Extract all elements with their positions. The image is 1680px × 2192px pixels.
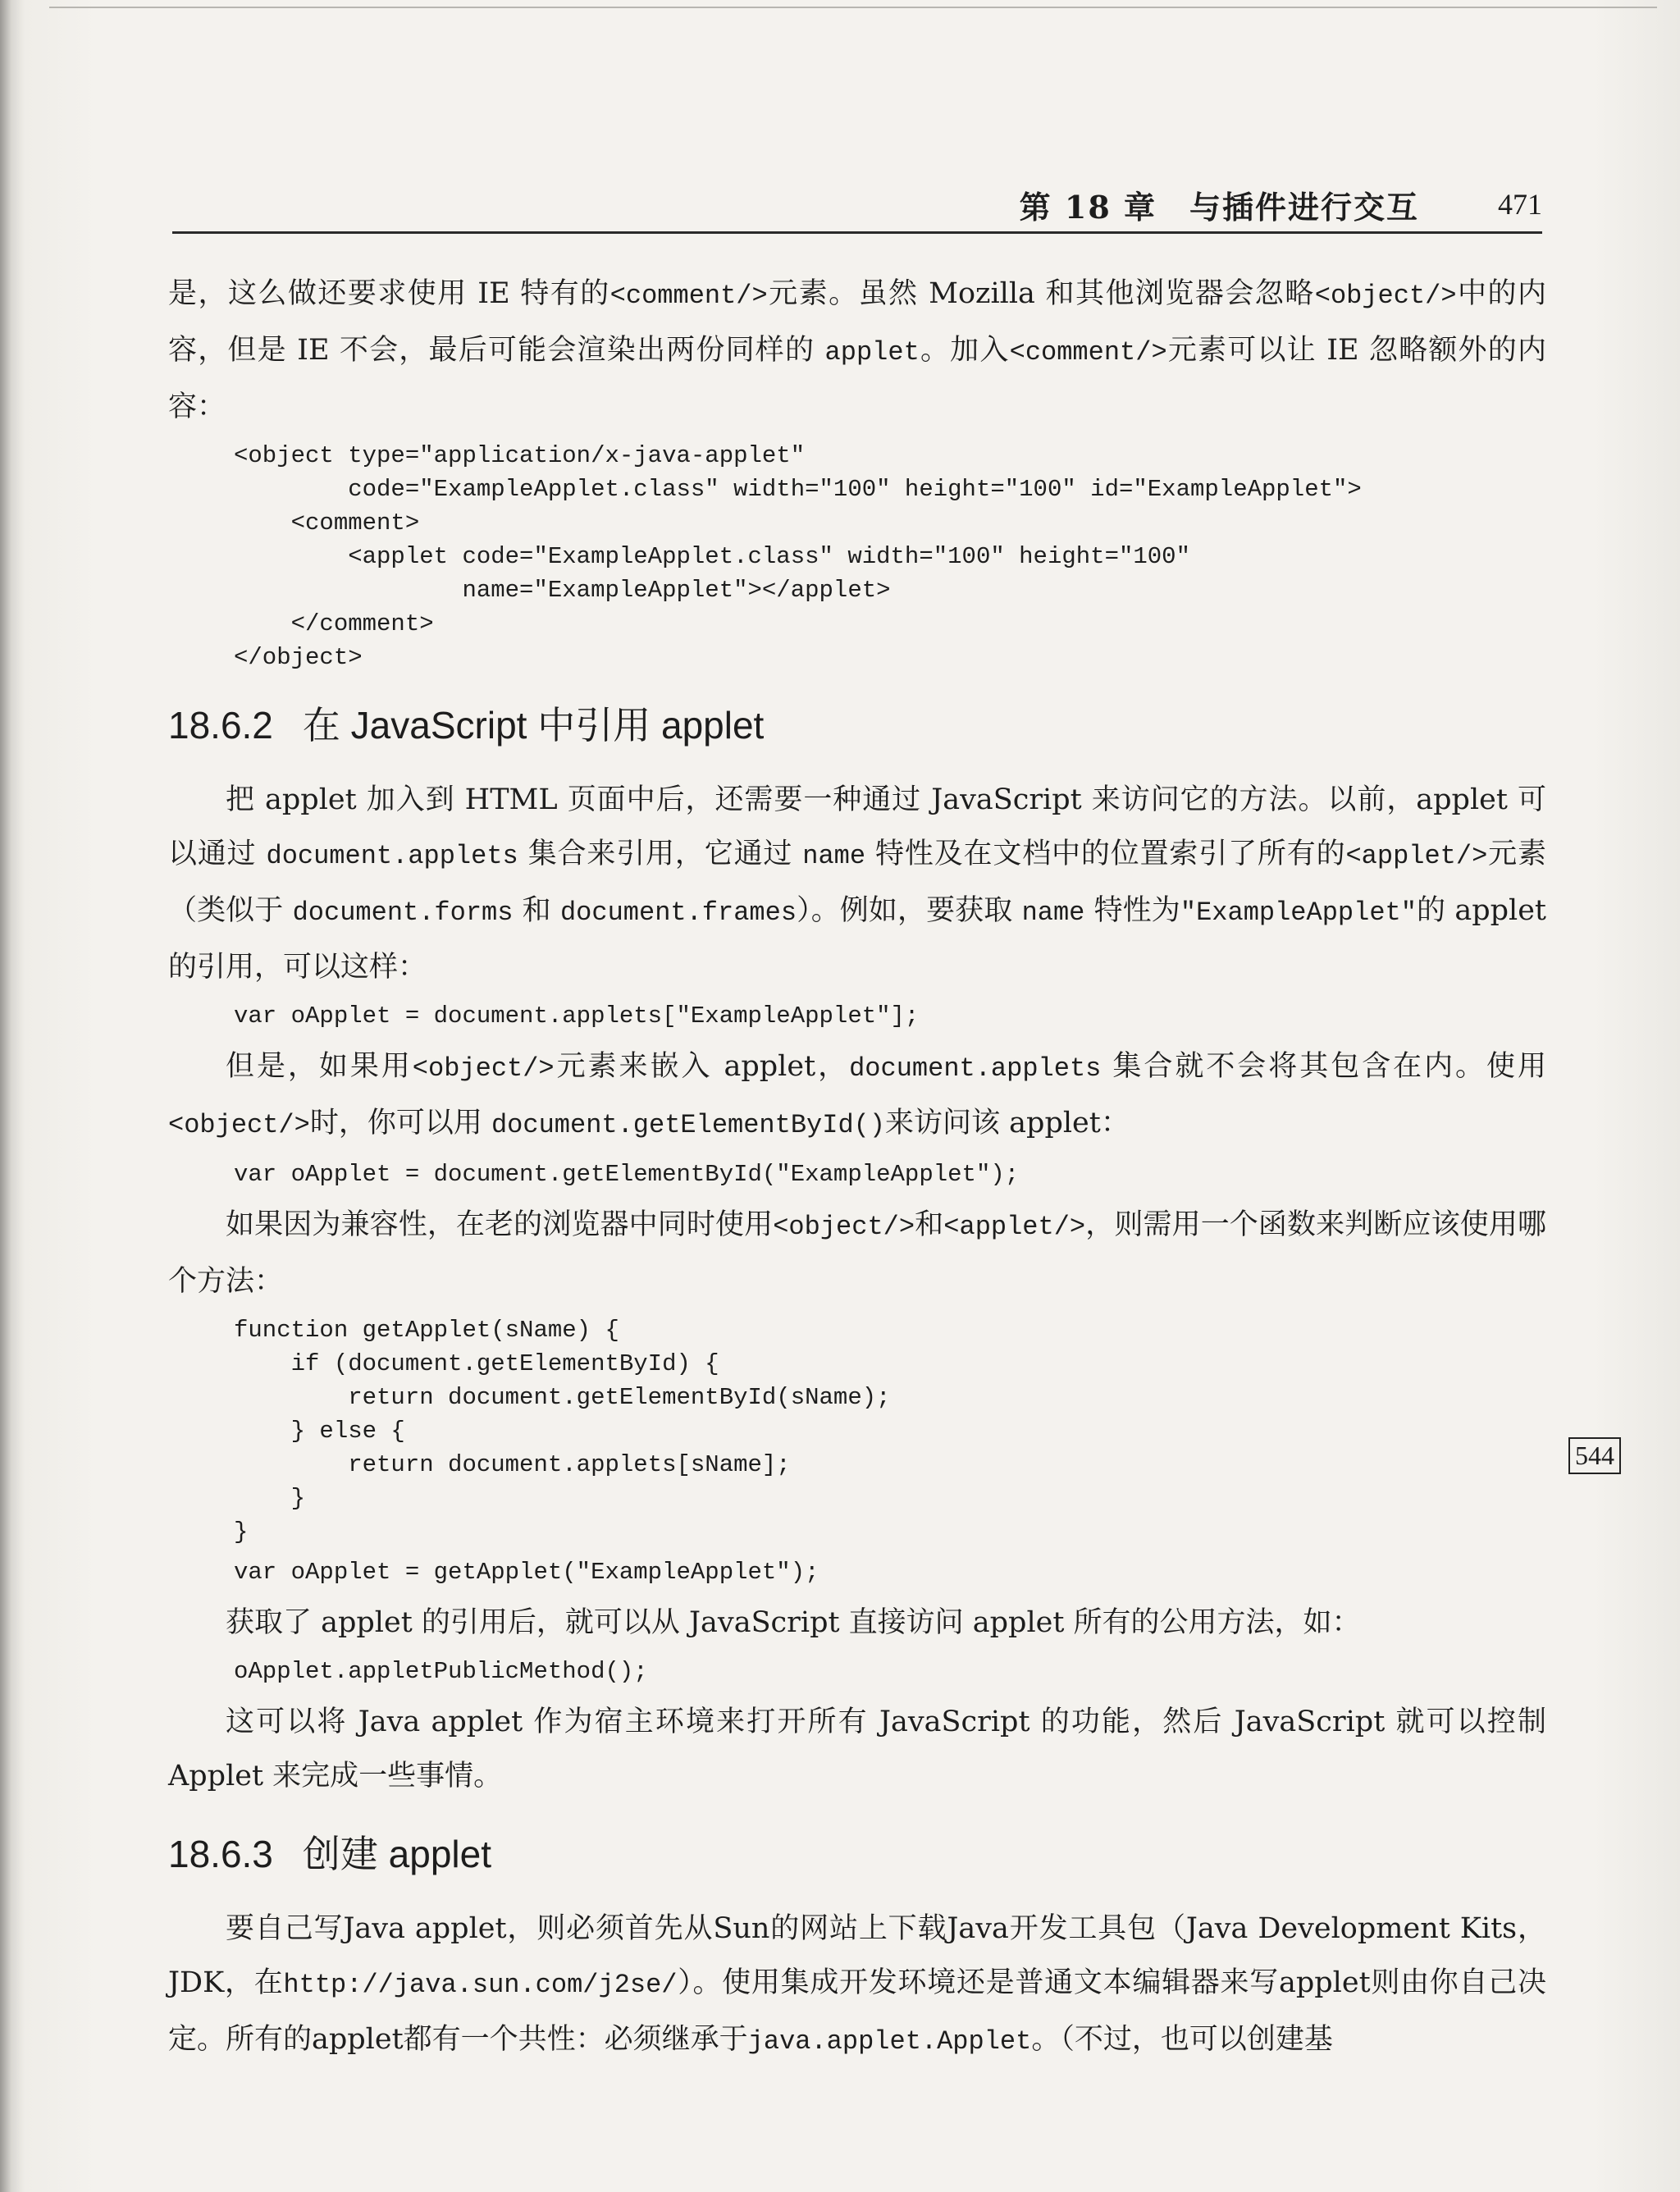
code-public-method-call: oApplet.appletPublicMethod(); [234, 1658, 648, 1685]
section-number: 18.6.2 [168, 704, 273, 747]
code-object-comment: <object type="application/x-java-applet" code="ExampleApplet.class" width="100" height="100" id="ExampleApplet"> <comment> <applet code="ExampleApplet.class" width="100" height="100" name="ExampleApplet"></applet> </comment> </object> [234, 442, 1362, 671]
running-header [172, 180, 1542, 234]
section-number: 18.6.3 [168, 1833, 273, 1875]
code-document-applets: var oApplet = document.applets["ExampleApplet"]; [234, 1002, 920, 1030]
section-heading-18-6-3 [168, 1824, 1546, 1879]
code-get-applet-call: var oApplet = getApplet("ExampleApplet"); [234, 1559, 819, 1586]
paragraph-object-element: 但是，如果用<object/>元素来嵌入 applet，document.applets 集合就不会将其包含在内。使用<object/>时，你可以用 document.getElementById()来访问该 applet： [168, 1050, 1546, 1140]
paragraph-host-environment: 这可以将 Java applet 作为宿主环境来打开所有 JavaScript 的功能，然后 JavaScript 就可以控制 Applet 来完成一些事情。 [168, 1706, 1546, 1792]
top-edge-line [49, 7, 1657, 8]
section-title: 在 JavaScript 中引用 applet [302, 704, 765, 747]
paragraph-comment-element: 是，这么做还要求使用 IE 特有的<comment/>元素。虽然 Mozilla 和其他浏览器会忽略<object/>中的内容，但是 IE 不会，最后可能会渲染出两份同样的 applet。加入<comment/>元素可以让 IE 忽略额外的内容： [168, 277, 1546, 423]
paragraph-public-methods: 获取了 applet 的引用后，就可以从 JavaScript 直接访问 applet 所有的公用方法，如： [226, 1606, 1361, 1639]
paragraph-creating-applet: 要自己写Java applet，则必须首先从Sun的网站上下载Java开发工具包（Java Development Kits，JDK，在http://java.sun.com/j2se/）。使用集成开发环境还是普通文本编辑器来写applet则由你自己决定。所有的applet都有一个共性：必须继承于java.applet.Applet。（不过，也可以创建基 [168, 1912, 1546, 2057]
page-content [168, 267, 1546, 2069]
paragraph-compatibility: 如果因为兼容性，在老的浏览器中同时使用<object/>和<applet/>，则需用一个函数来判断应该使用哪个方法： [168, 1208, 1546, 1298]
page-number: 471 [1498, 188, 1542, 221]
code-get-applet-function: function getApplet(sName) { if (document.getElementById) { return document.getElementById(sName); } else { return document.applets[sName]; } } [234, 1317, 891, 1546]
section-title: 创建 applet [302, 1833, 492, 1875]
margin-page-reference: 544 [1568, 1437, 1621, 1474]
chapter-title: 第 18 章 与插件进行交互 [1019, 189, 1419, 226]
paragraph-referencing-applet: 把 applet 加入到 HTML 页面中后，还需要一种通过 JavaScript 来访问它的方法。以前，applet 可以通过 document.applets 集合来引用，它通过 name 特性及在文档中的位置索引了所有的<applet/>元素（类似于 document.forms 和 document.frames）。例如，要获取 name 特性为"ExampleApplet"的 applet 的引用，可以这样： [168, 783, 1546, 984]
code-get-element-by-id: var oApplet = document.getElementById("ExampleApplet"); [234, 1161, 1020, 1188]
section-heading-18-6-2 [168, 696, 1546, 750]
